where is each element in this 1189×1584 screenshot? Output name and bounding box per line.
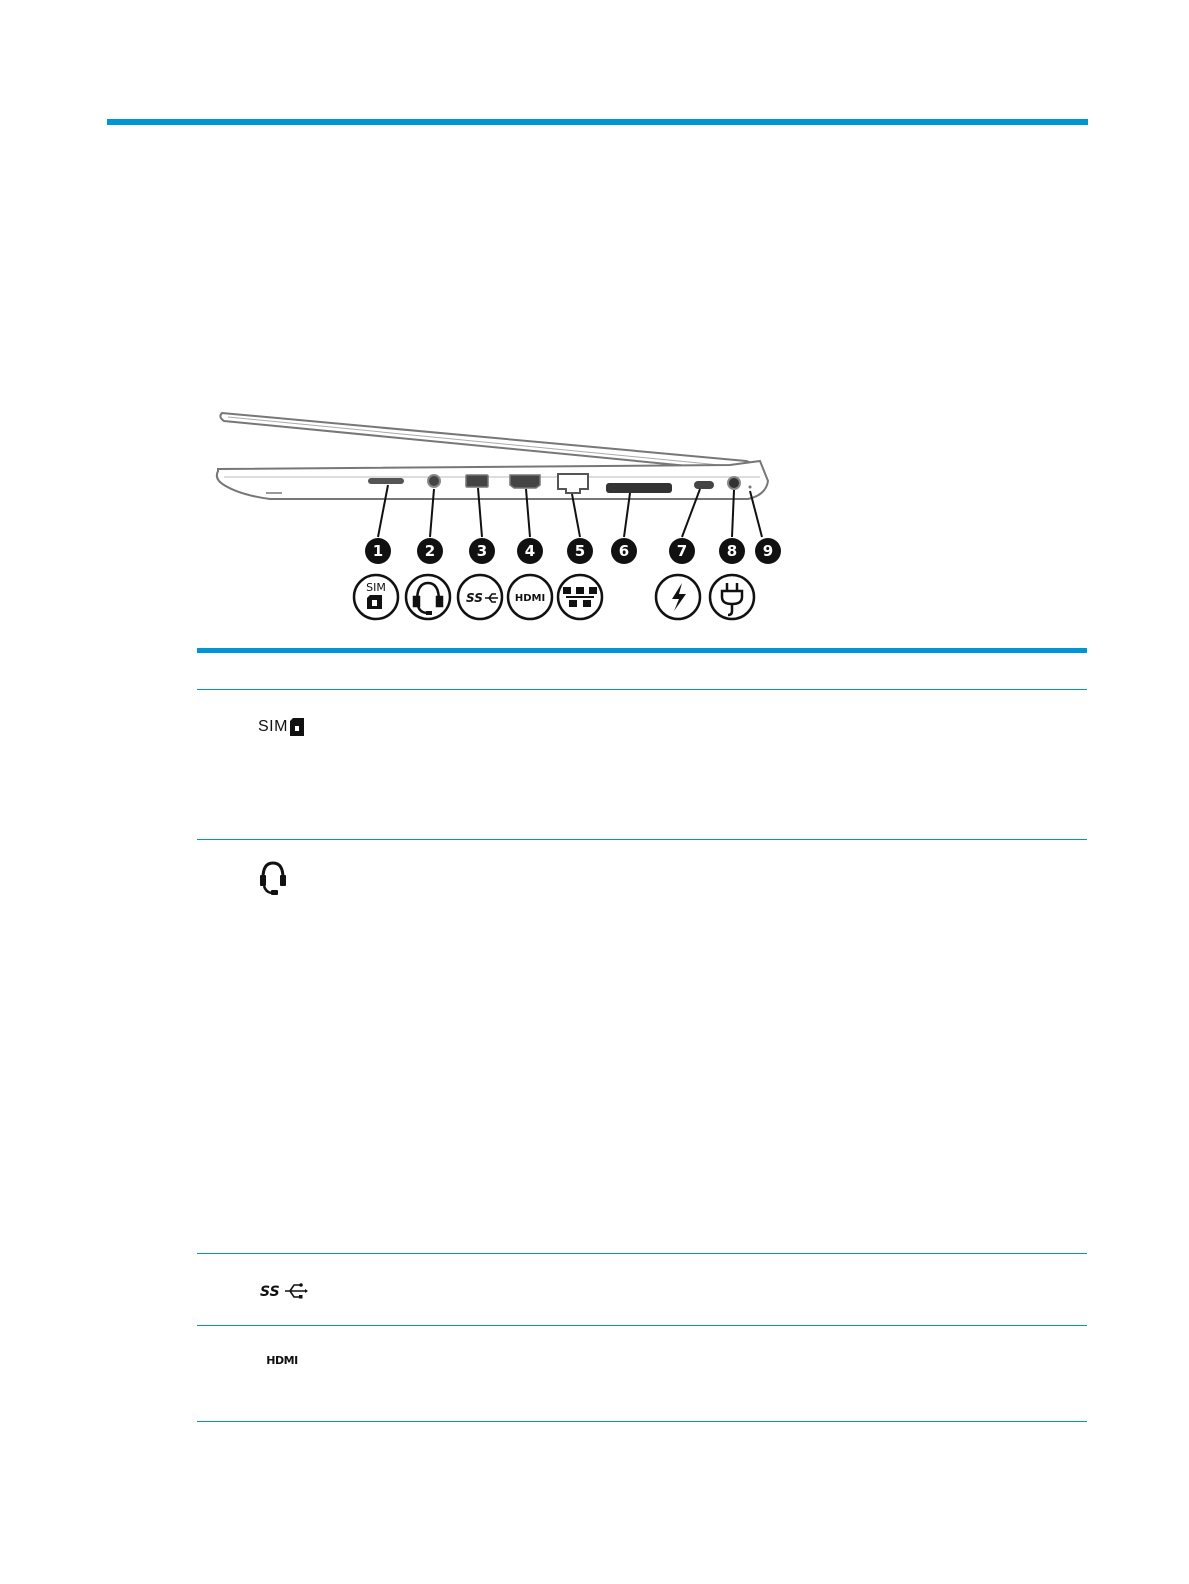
laptop-right-side-figure bbox=[200, 395, 800, 630]
row-divider bbox=[197, 1325, 1087, 1326]
table-row bbox=[258, 1352, 306, 1368]
callout-1: 1 bbox=[372, 542, 384, 560]
sim-icon bbox=[289, 717, 305, 737]
headset-icon bbox=[258, 860, 288, 896]
chapter-top-rule bbox=[107, 119, 1088, 125]
svg-text:HDMI: HDMI bbox=[266, 1354, 298, 1367]
usb-port bbox=[466, 475, 488, 487]
audio-jack bbox=[428, 475, 440, 487]
table-row bbox=[258, 1280, 308, 1302]
usb-superspeed-icon bbox=[258, 1280, 308, 1302]
table-row bbox=[258, 717, 305, 737]
callout-6: 6 bbox=[618, 542, 630, 560]
table-bottom-rule bbox=[197, 1421, 1087, 1422]
table-row bbox=[258, 860, 288, 896]
thunderbolt-icon bbox=[672, 583, 686, 611]
card-reader-slot bbox=[606, 483, 672, 493]
svg-text:SS: SS bbox=[466, 591, 483, 605]
table-header-bottom-rule bbox=[197, 689, 1087, 690]
sim-icon bbox=[366, 581, 386, 609]
sim-slot bbox=[368, 478, 404, 484]
callout-4: 4 bbox=[524, 542, 536, 560]
callout-7: 7 bbox=[676, 542, 688, 560]
headset-icon bbox=[414, 583, 442, 615]
svg-text:SIM: SIM bbox=[366, 581, 386, 594]
svg-text:HDMI: HDMI bbox=[514, 593, 546, 604]
power-jack bbox=[728, 477, 740, 489]
laptop-base bbox=[217, 461, 768, 499]
callout-9: 9 bbox=[762, 542, 774, 560]
status-light bbox=[749, 486, 752, 489]
sim-icon-label: SIM bbox=[258, 718, 288, 735]
power-connector-icon bbox=[722, 583, 742, 615]
table-header-rule bbox=[197, 648, 1087, 653]
callout-3: 3 bbox=[476, 542, 488, 560]
row-divider bbox=[197, 839, 1087, 840]
hdmi-port bbox=[510, 475, 540, 488]
usb-c-port bbox=[694, 481, 714, 489]
hdmi-icon bbox=[515, 593, 545, 604]
callout-2: 2 bbox=[424, 542, 436, 560]
usb-superspeed-icon bbox=[466, 591, 498, 605]
svg-text:SS: SS bbox=[260, 1284, 280, 1300]
hdmi-icon bbox=[258, 1352, 306, 1368]
callout-8: 8 bbox=[726, 542, 738, 560]
row-divider bbox=[197, 1253, 1087, 1254]
rj45-network-icon bbox=[564, 588, 596, 606]
callout-5: 5 bbox=[574, 542, 586, 560]
